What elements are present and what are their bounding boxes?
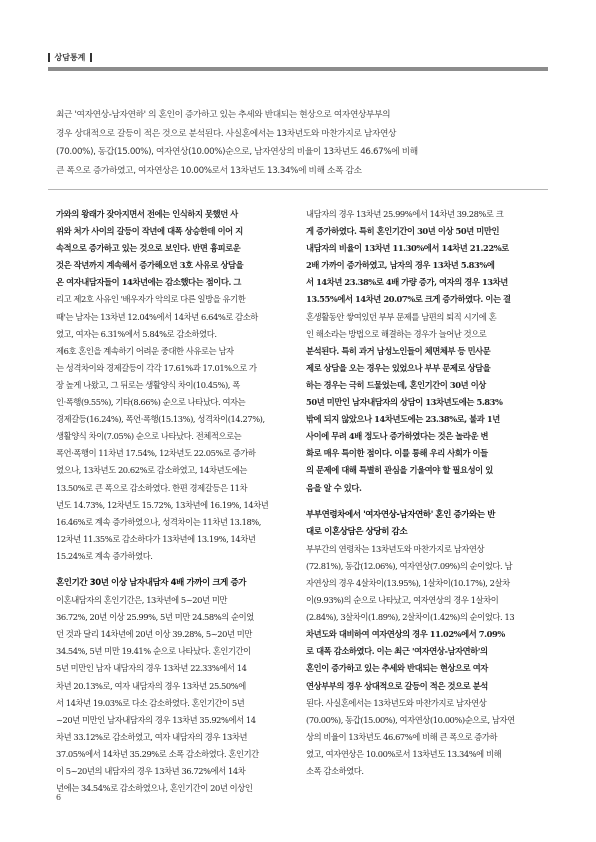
section-heading: 대로 이혼상담은 상당히 감소 [306,526,408,537]
body-text-line: 화로 매우 특이한 점이다. 이를 통해 우리 사회가 이들 [306,448,488,459]
body-text-line: 음을 알 수 있다. [306,482,362,493]
body-text-line: (70.00%), 동갑(15.00%), 여자연상(10.00%)순으로, 남자연 [306,714,515,725]
body-text-line: 하는 경우는 극히 드물었는데, 혼인기간이 30년 이상 [306,379,486,390]
body-text-line: 로 대폭 감소하였다. 이는 최근 '여자연상-남자연하'의 [306,646,488,657]
body-text-line: 서 14차년 23.38%로 4배 가량 증가, 여자의 경우 13차년 [306,277,508,288]
body-text-line: 12차년 11.35%로 감소하다가 13차년에 13.19%, 14차년 [56,533,256,544]
body-text-line: 던 것과 달리 14차년에 20년 이상 39.28%, 5~20년 미만 [56,629,252,640]
body-text-line: 였으나, 13차년도 20.62%로 감소하였고, 14차년도에는 [56,465,247,476]
body-text-line: 게 증가하였다. 특히 혼인기간이 30년 이상 50년 미만인 [306,226,500,237]
body-text-line: 경제갈등(16.24%), 폭언·폭행(15.13%), 성격차이(14.27%), [56,414,265,425]
body-text-line: 이혼내담자의 혼인기간은, 13차년에 5~20년 미만 [56,595,228,606]
body-text-line: 된다. 사실혼에서는 13차년도와 마찬가지로 남자연상 [306,697,487,708]
body-text-line: 이 5~20년의 내담자의 경우 13차년 36.72%에서 14차 [56,766,246,776]
body-text-line: 제로 상담을 오는 경우는 있었으나 부부 문제로 상담을 [306,362,491,373]
body-text-line: 연상부부의 경우 상대적으로 갈등이 적은 것으로 분석 [306,680,488,691]
body-text-line: 16.46%로 계속 증가하였으나, 성격차이는 11차년 13.18%, [56,516,261,527]
body-text-line: 생활양식 차이(7.05%) 순으로 나타났다. 전체적으로는 [56,431,242,442]
body-text-line: 36.72%, 20년 이상 25.99%, 5년 미만 24.58%의 순이었 [56,612,254,623]
body-text-line: 차년 20.13%로, 여자 내담자의 경우 13차년 25.50%에 [56,680,246,691]
summary-line: 최근 '여자연상-남자연하' 의 혼인이 증가하고 있는 추세와 반대되는 현상으로 여자연상부부의 [56,110,391,120]
body-text-line: 부부간의 연령차는 13차년도와 마찬가지로 남자연상 [306,543,485,554]
summary-line: 큰 폭으로 증가하였고, 여자연상은 10.00%로서 13차년도 13.34%에 비해 소폭 감소 [56,165,362,176]
body-text-line: 는 성격차이와 경제갈등이 각각 17.61%과 17.01%으로 가 [56,362,257,373]
body-text-line: 37.05%에서 14차년 35.29%로 소폭 감소하였다. 혼인기간 [56,748,259,759]
header-section-title: 상담통계 [54,53,86,62]
summary-box [56,106,540,180]
body-text-line: 인·폭행(9.55%), 기타(8.66%) 순으로 나타났다. 여자는 [56,397,246,408]
body-text-line: 였고, 여자연상은 10.00%로서 13차년도 13.34%에 비해 [306,748,502,759]
body-text-line: 혼생활동안 쌓여있던 부부 문제를 남편의 퇴직 시기에 혼 [306,311,497,322]
body-text-line: 폭언·폭행이 11차년 17.54%, 12차년도 22.05%로 증가하 [56,448,256,459]
body-text-line: 장 높게 나왔고, 그 뒤로는 생활양식 차이(10.45%), 폭 [56,379,240,390]
paragraph-gap [306,497,539,507]
body-text-line: 내담자의 비율이 13차년 11.30%에서 14차년 21.22%로 [306,243,509,254]
body-text-line: 2배 가까이 증가하였고, 남자의 경우 13차년 5.83%에 [306,260,495,271]
section-heading: 부부연령차에서 '여자연상-남자연하' 혼인 증가와는 반 [306,509,496,520]
body-text-line: 사이에 무려 4배 정도나 증가하였다는 것은 놀라운 변 [306,431,489,442]
paragraph-gap [56,565,289,575]
right-column [306,206,539,780]
body-text-line: 상의 비율이 13차년도 46.67%에 비해 큰 폭으로 증가하 [306,731,498,742]
body-text-line: 가와의 왕래가 잦아지면서 전에는 인식하지 못했던 사 [56,209,238,219]
body-text-line: 년에는 34.54%로 감소하였으나, 혼인기간이 20년 이상인 [56,783,253,794]
body-text-line: 속적으로 증가하고 있는 것으로 보인다. 반면 흉피로운 [56,243,241,254]
body-text-line: 위와 처가 사이의 갈등이 작년에 대폭 상승한데 이어 지 [56,226,243,237]
body-text-line: 때'는 남자는 13차년 12.04%에서 14차년 6.64%로 감소하 [56,311,258,322]
body-text-line: ~20년 미만인 남자내담자의 경우 13차년 35.92%에서 14 [56,714,256,725]
body-text-line: 13.50%로 큰 폭으로 감소하였다. 한편 경제갈등은 11차 [56,482,248,493]
body-text-line: 내담자의 경우 13차년 25.99%에서 14차년 39.28%로 크 [306,209,504,219]
body-text-line: (2.84%), 3살차이(1.89%), 2살차이(1.42%)의 순이었다. 13 [306,612,515,623]
section-divider [48,189,548,190]
left-column [56,206,289,797]
body-text-line: 의 문제에 대해 특별히 관심을 기울여야 할 필요성이 있 [306,465,493,476]
body-text-line: (72.81%), 동갑(12.06%), 여자연상(7.09%)의 순이었다. 남 [306,560,513,571]
body-text-line: 리고 제2호 사유인 '배우자가 악의로 다른 일방을 유기한 [56,294,246,305]
body-text-line: 혼인이 증가하고 있는 추세와 반대되는 현상으로 여자 [306,663,488,674]
body-text-line: 밖에 되지 않았으나 14차년도에는 23.38%로, 불과 1년 [306,414,500,425]
header-rule [48,67,548,71]
body-text-line: 5년 미만인 남자 내담자의 경우 13차년 22.33%에서 14 [56,663,247,674]
body-text-line: 차년도와 대비하여 여자연상의 경우 11.02%에서 7.09% [306,629,505,640]
summary-line: 경우 상대적으로 갈등이 적은 것으로 분석된다. 사실혼에서는 13차년도와 마찬가지로 남자연상 [56,128,397,139]
page-number: 6 [56,793,62,802]
summary-line: (70.00%), 동갑(15.00%), 여자연상(10.00%)순으로, 남자연상의 비율이 13차년도 46.67%에 비해 [56,147,418,158]
body-text-line: 차년 33.12%로 감소하였고, 여자 내담자의 경우 13차년 [56,731,248,742]
body-text-line: 13.55%에서 14차년 20.07%로 크게 증가하였다. 이는 결 [306,294,511,305]
body-text-line: 인 해소라는 방법으로 해결하는 경우가 늘어난 것으로 [306,328,487,339]
body-text-line: 분석된다. 특히 과거 남성노인들이 체면체부 등 민사문 [306,345,491,356]
section-heading: 혼인기간 30년 이상 남자내담자 4배 가까이 크게 증가 [56,577,247,588]
running-header [48,52,92,63]
body-text-line: 소폭 감소하였다. [306,766,364,776]
body-text-line: 였고, 여자는 6.31%에서 5.84%로 감소하였다. [56,328,217,339]
header-bar-right [90,53,92,62]
body-text-line: 년도 14.73%, 12차년도 15.72%, 13차년에 16.19%, 14차년 [56,499,269,510]
body-text-line: 50년 미만인 남자내담자의 상담이 13차년도에는 5.83% [306,397,503,408]
body-text-line: 제6호 혼인을 계속하기 어려운 중대한 사유로는 남자 [56,345,234,356]
body-text-line: 자연상의 경우 4살차이(13.95%), 1살차이(10.17%), 2살차 [306,577,510,588]
body-text-line: 이(9.93%)의 순으로 나타났고, 여자연상의 경우 1살차이 [306,595,499,606]
body-text-line: 15.24%로 계속 증가하였다. [56,550,153,561]
header-bar-left [48,53,50,62]
body-text-line: 34.54%, 5년 미만 19.41% 순으로 나타났다. 혼인기간이 [56,646,251,657]
body-text-line: 서 14차년 19.03%로 다소 감소하였다. 혼인기간이 5년 [56,697,245,708]
body-text-line: 것은 작년까지 계속해서 증가해오던 3호 사유로 상담을 [56,260,244,271]
body-text-line: 온 여자내담자들이 14차년에는 감소했다는 점이다. 그 [56,277,242,288]
